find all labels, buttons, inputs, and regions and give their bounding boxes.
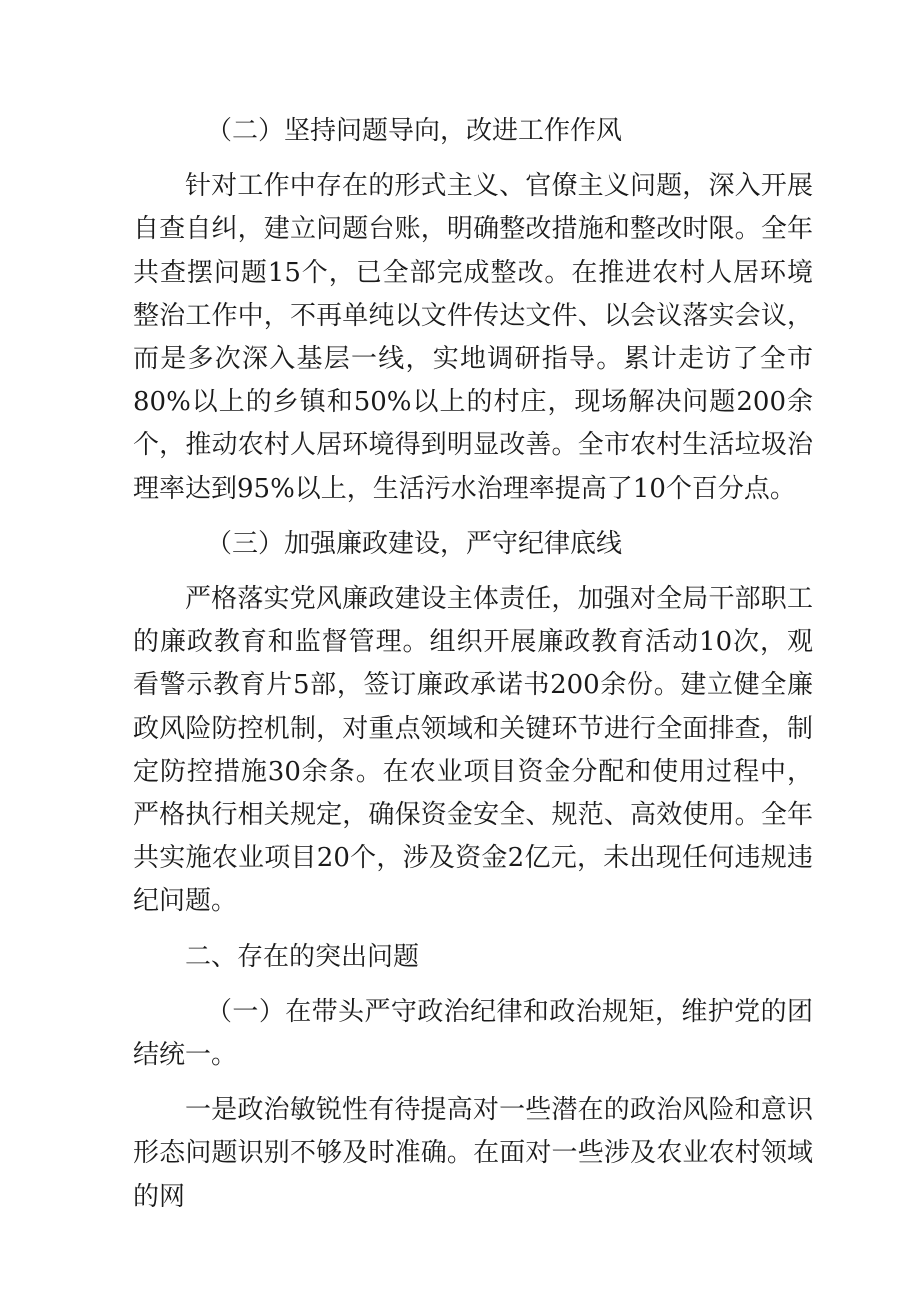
sub-heading-political-discipline: （一）在带头严守政治纪律和政治规矩，维护党的团结统一。	[133, 996, 813, 1071]
section-heading-work-style: （二）坚持问题导向，改进工作作风	[206, 116, 623, 146]
paragraph-integrity: 严格落实党风廉政建设主体责任，加强对全局干部职工的廉政教育和监督管理。组织开展廉政教育活动10次，观看警示教育片5部，签订廉政承诺书200余份。建立健全廉政风险防控机制，对重点领域和关键环节进行全面排查，制定防控措施30余条。在农业项目资金分配和使用过程中，严格执行相关规定，确保资金安全、规范、高效使用。全年共实施农业项目20个，涉及资金2亿元，未出现任何违规违纪问题。	[133, 584, 813, 917]
paragraph-political-sensitivity: 一是政治敏锐性有待提高对一些潜在的政治风险和意识形态问题识别不够及时准确。在面对一些涉及农业农村领域的网	[133, 1095, 813, 1212]
section-heading-problems: 二、存在的突出问题	[185, 941, 420, 972]
section-heading-integrity: （三）加强廉政建设，严守纪律底线	[206, 528, 623, 559]
paragraph-work-style: 针对工作中存在的形式主义、官僚主义问题，深入开展自查自纠，建立问题台账，明确整改措施和整改时限。全年共查摆问题15个，已全部完成整改。在推进农村人居环境整治工作中，不再单纯以文件传达文件、以会议落实会议，而是多次深入基层一线，实地调研指导。累计走访了全市80%以上的乡镇和50%以上的村庄，现场解决问题200余个，推动农村人居环境得到明显改善。全市农村生活垃圾治理率达到95%以上，生活污水治理率提高了10个百分点。	[133, 171, 813, 504]
document-body	[133, 110, 813, 1219]
